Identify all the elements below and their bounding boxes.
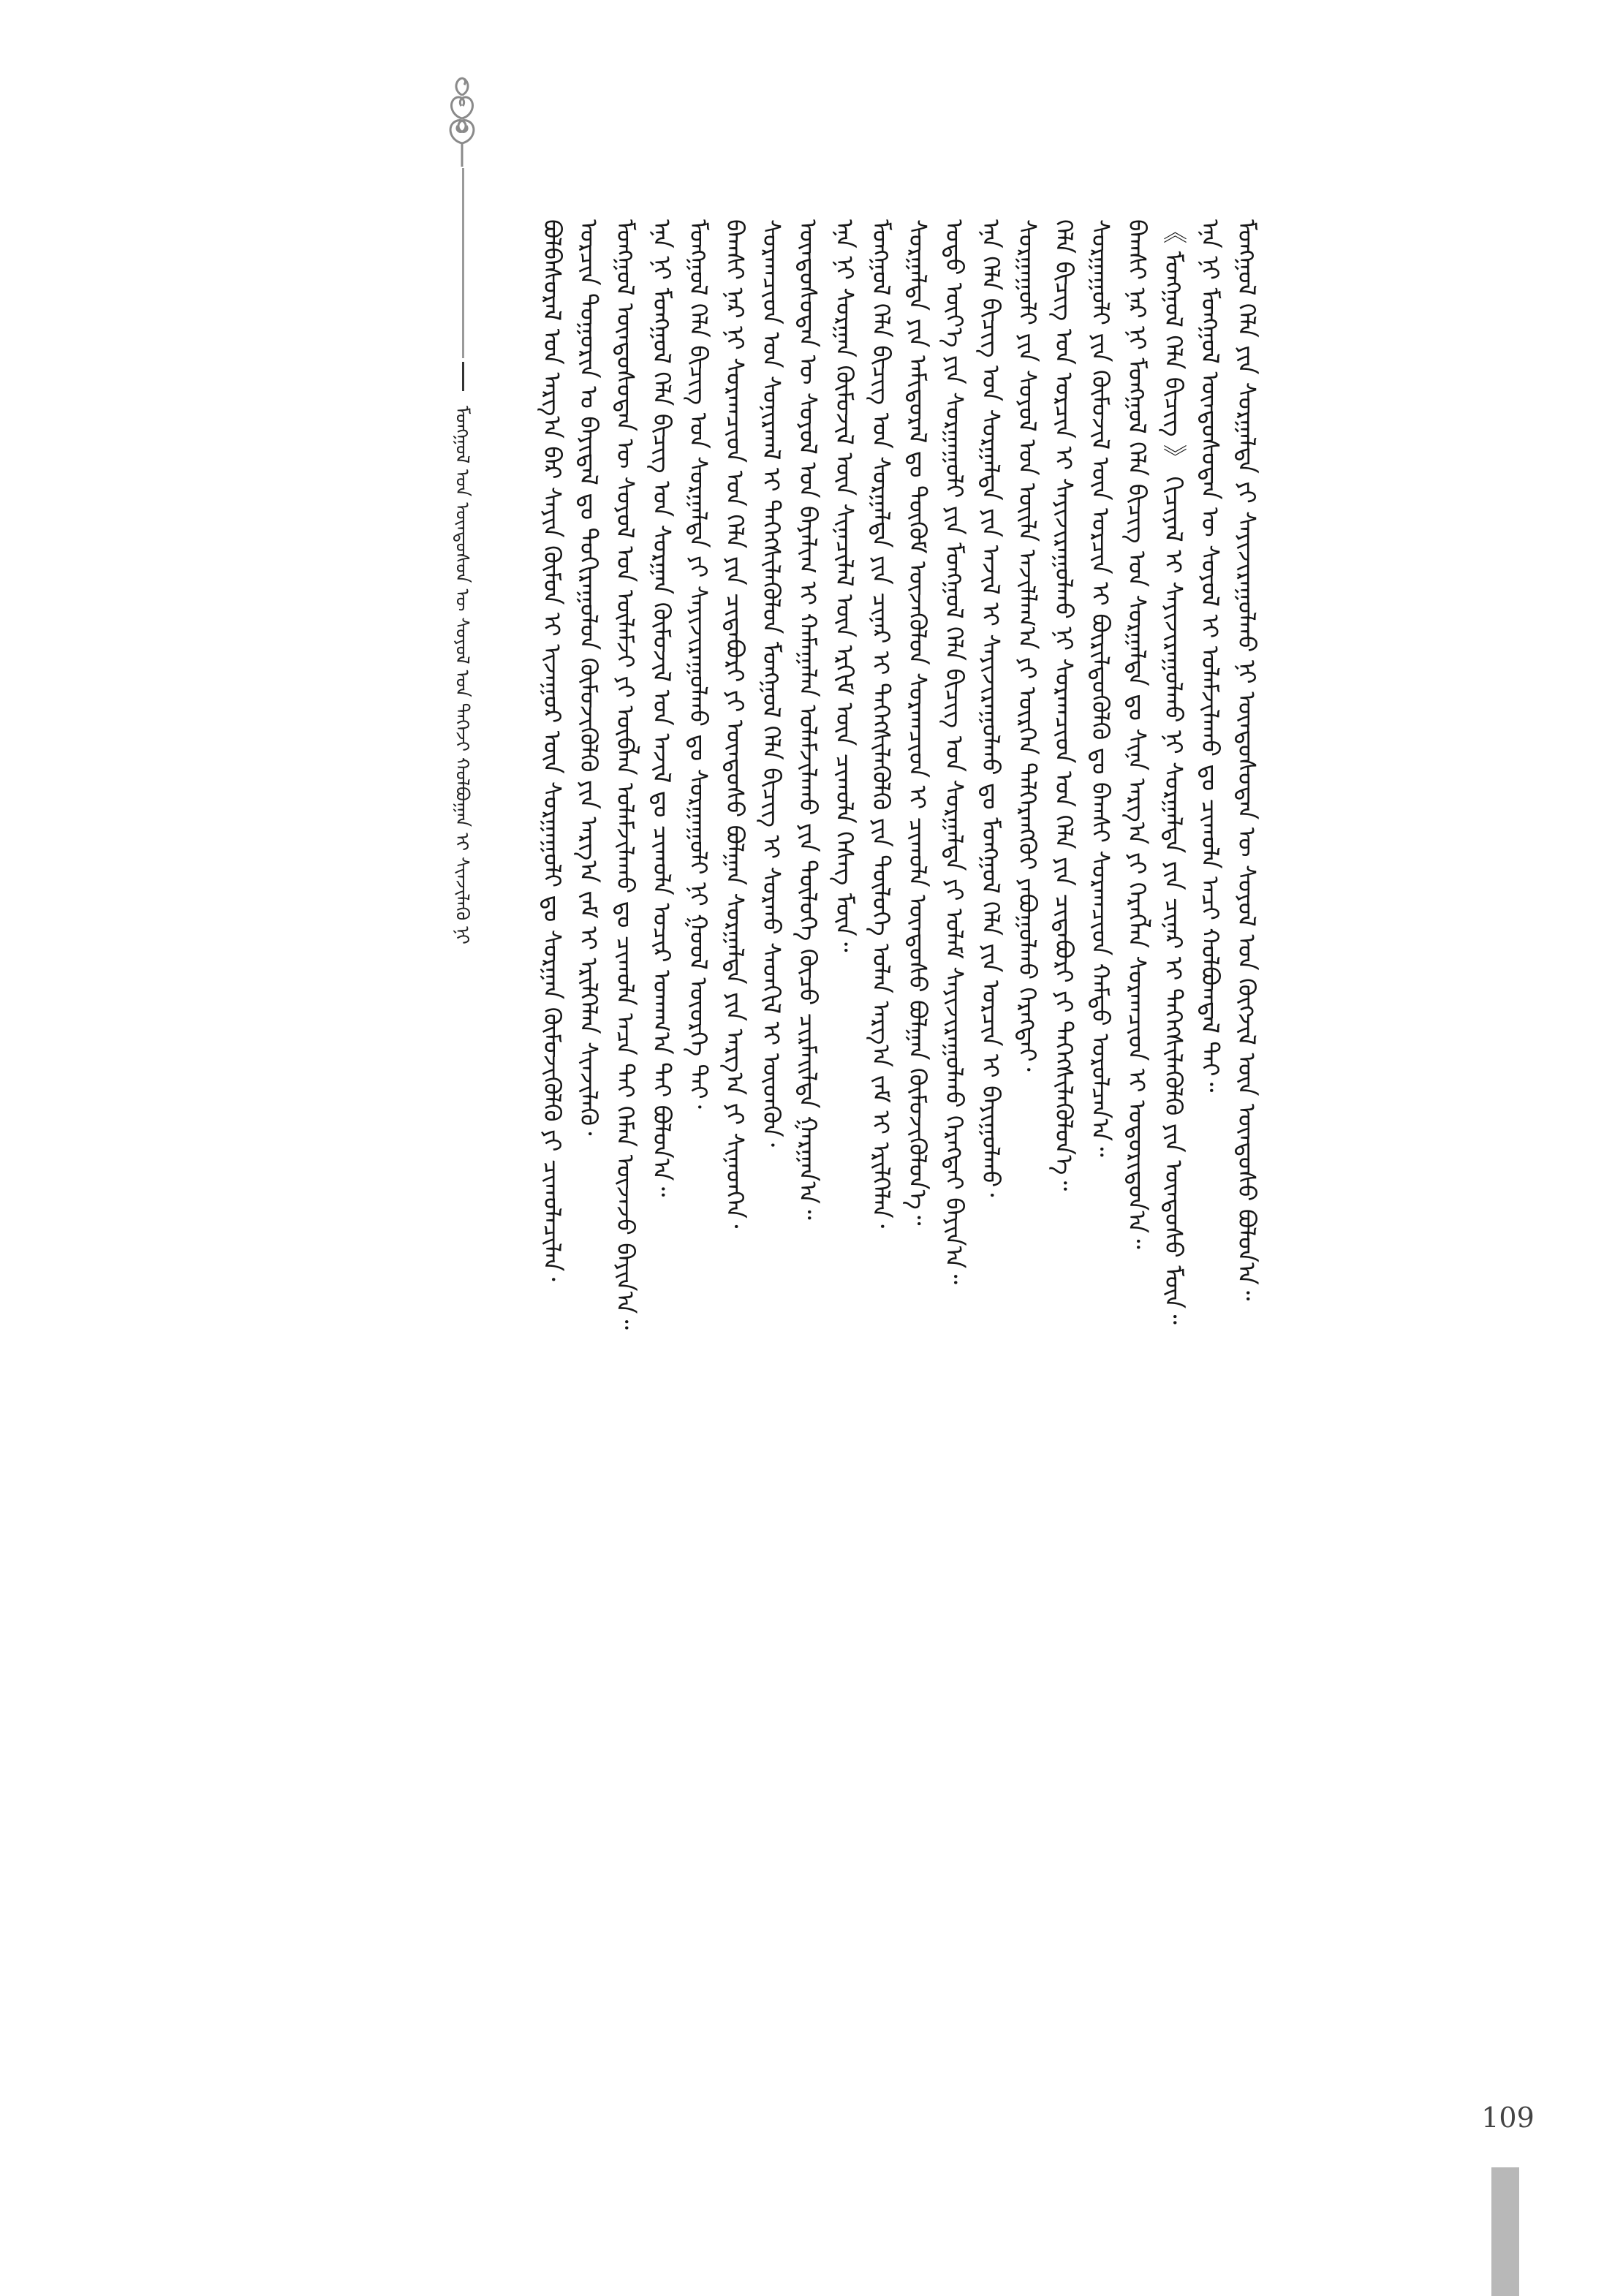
body-text: [534, 219, 1557, 2208]
text-line: ᠣᠳᠣ ᠦᠶ᠎ᠡ ᠶᠢᠨ ᠰᠤᠷᠭᠠᠭᠤᠯᠢ ᠶᠢᠨ ᠮᠣᠩᠭᠣᠯ ᠬᠡᠯᠡ ᠪᠢᠴᠢᠭ ᠤᠨ ᠰᠤᠷᠭᠠᠯᠲᠠ ᠶᠢ ᠤᠯᠠᠮ ᠰᠠᠶᠢᠵᠢᠷᠠᠭᠤᠯᠬᠤ ᠬᠡᠷᠡᠭᠲᠡᠢ ᠪᠠᠶᠢᠨ᠎ᠠ᠃: [940, 219, 969, 1284]
paragraph-2: [972, 219, 1228, 2208]
header-rule: [462, 168, 464, 358]
paragraph-3: [1228, 219, 1265, 2208]
header-rule-dash: [462, 362, 464, 391]
text-line: ᠡᠨᠡ ᠨᠢ ᠮᠣᠩᠭᠣᠯ ᠬᠡᠯᠡ ᠪᠢᠴᠢᠭ ᠤᠨ ᠰᠤᠷᠭᠠᠨ ᠬᠦᠮᠦᠵᠢᠯ ᠤᠨ ᠠᠵᠢᠯ ᠳᠤ ᠴᠢᠬᠤᠯᠠ ᠤᠴᠢᠷ ᠤᠬᠠᠭ᠎ᠠ ᠲᠠᠢ ᠪᠣᠯᠤᠨ᠎ᠠ᠃: [648, 219, 676, 1197]
running-header: [428, 73, 479, 994]
text-line: ᠰᠤᠷᠠᠭᠴᠢᠳ ᠤᠨ ᠰᠣᠨᠢᠷᠬᠠᠯ ᠢ ᠳᠡᠭᠡᠭᠰᠢᠯᠡᠭᠦᠯᠦᠨ ᠮᠣᠩᠭᠣᠯ ᠬᠡᠯᠡ ᠪᠢᠴᠢᠭ ᠢ ᠰᠤᠷᠬᠤ ᠰᠡᠳᠬᠢᠯ ᠢ ᠥᠳᠬᠦᠨ᠂: [757, 219, 786, 1147]
text-line: ᠦᠨᠳᠦᠰᠦᠲᠡᠨ ᠦ ᠰᠤᠶᠤᠯ ᠤᠨ ᠪᠠᠶᠠᠯᠢᠭ ᠢ ᠬᠠᠮᠠᠭᠠᠯᠠᠨ ᠤᠯᠠᠮᠵᠢᠯᠠᠬᠤ ᠶᠢᠨ ᠲᠥᠯᠦᠭᠡ ᠬᠦᠴᠦ ᠴᠢᠷᠮᠠᠢᠯᠲᠠ ᠭᠠᠷᠭᠠᠨ᠎ᠠ᠃: [794, 219, 822, 1220]
text-line: ᠡᠨᠡ ᠬᠡᠯᠡ ᠪᠢᠴᠢᠭ ᠤᠨ ᠰᠤᠷᠭᠠᠯᠲᠠ ᠶᠢᠨ ᠠᠵᠢᠯ ᠢ ᠰᠠᠶᠢᠵᠢᠷᠠᠭᠤᠯᠬᠤ ᠳᠤ ᠮᠣᠩᠭᠣᠯ ᠬᠡᠯᠡ ᠶᠢᠨ ᠣᠷᠴᠢᠨ ᠢ ᠪᠠᠶᠢᠭᠤᠯᠬᠤ᠂: [977, 219, 1005, 1197]
page-number: 109: [1481, 2102, 1535, 2134]
text-line: ᠡᠨᠡ ᠨᠢ ᠰᠤᠷᠭᠠᠨ ᠬᠦᠮᠦᠵᠢᠯ ᠦᠨ ᠰᠢᠨᠡᠴᠢᠯᠡᠯ ᠦᠨ ᠡᠷᠭᠢᠮ ᠦᠨ ᠴᠢᠬᠤᠯᠠ ᠬᠡᠰᠡᠭ ᠮᠥᠨ᠃: [831, 219, 859, 952]
paragraph-1: [534, 219, 972, 2208]
text-line: ᠮᠣᠩᠭᠣᠯ ᠬᠡᠯᠡ ᠪᠢᠴᠢᠭ ᠤᠨ ᠰᠤᠷᠭᠠᠯᠲᠠ ᠶᠢᠨ ᠴᠢᠨᠠᠷ ᠢ ᠳᠡᠭᠡᠭᠰᠢᠯᠡᠭᠦᠯᠬᠦ ᠶᠢᠨ ᠲᠥᠯᠦᠭᠡ ᠣᠯᠠᠨ ᠠᠷᠭ᠎ᠠ ᠵᠠᠮ ᠢ ᠡᠷᠢᠯᠬᠡᠯᠡᠨ᠂: [867, 219, 896, 1229]
text-line: 《 ᠮᠣᠩᠭᠣᠯ ᠬᠡᠯᠡ ᠪᠢᠴᠢᠭ 》 ᠬᠢᠴᠢᠶᠡᠯ ᠢ ᠰᠠᠶᠢᠵᠢᠷᠠᠭᠤᠯᠬᠤ ᠨᠢ ᠰᠤᠷᠭᠠᠯᠲᠠ ᠶᠢᠨ ᠴᠢᠨᠠᠷ ᠢ ᠳᠡᠭᠡᠭᠰᠢᠯᠡᠭᠦᠯᠬᠦ ᠶᠢᠨ ᠦᠨᠳᠦᠰᠦ ᠮᠥᠨ᠃: [1159, 219, 1188, 1325]
text-line: ᠰᠤᠷᠭᠠᠯᠲᠠ ᠶᠢᠨ ᠠᠮᠢᠳᠤᠷᠠᠯ ᠳᠤ ᠳᠦᠬᠦᠮ ᠦᠵᠡᠭᠦᠯᠦᠨ ᠰᠤᠷᠠᠭᠴᠢᠳ ᠢ ᠴᠢᠬᠤᠯᠠ ᠦᠨᠳᠦᠰᠦ ᠪᠣᠯᠭᠠᠨ ᠬᠦᠮᠦᠵᠢᠭᠦᠯᠦᠨ᠎ᠡ᠃: [904, 219, 932, 1226]
page-edge-tab: [1491, 2167, 1519, 2296]
running-title: ᠮᠣᠩᠭᠣᠯ ᠤᠨ ᠦᠨᠳᠦᠰᠦᠨ ᠦ ᠰᠤᠶᠤᠯ ᠤᠨ ᠳᠡᠭᠡᠵᠢ ᠬᠣᠯᠪᠣᠭᠠᠨ ᠢ ᠰᠢᠨᠵᠢᠯᠡᠭᠦ ᠨᠢ: [452, 406, 473, 944]
text-line: ᠰᠤᠷᠭᠠᠭᠤᠯᠢ ᠶᠢᠨ ᠰᠤᠶᠤᠯ ᠤᠨ ᠦᠢᠯᠡ ᠠᠵᠢᠯᠯᠠᠭ᠎ᠠ ᠶᠢ ᠥᠷᠭᠡᠨ ᠳᠡᠯᠭᠡᠷᠡᠩᠭᠦᠢ ᠶᠠᠪᠤᠭᠤᠯᠬᠤ ᠬᠡᠷᠡᠭᠲᠡᠢ᠂: [1013, 219, 1042, 1072]
text-line: ᠮᠣᠩᠭᠣᠯ ᠦᠨᠳᠦᠰᠦᠲᠡᠨ ᠦ ᠰᠤᠶᠤᠯ ᠤᠨ ᠦᠯᠡᠮᠵᠢ ᠶᠢ ᠥᠪᠯᠡᠨ ᠤᠯᠠᠮᠵᠢᠯᠠᠬᠤ ᠳᠤ ᠴᠢᠬᠤᠯᠠ ᠠᠴᠠ ᠲᠠᠢ ᠬᠡᠮᠡᠨ ᠦᠵᠡᠵᠦ ᠪᠠᠶᠢᠨ᠎ᠠ᠃: [611, 219, 640, 1330]
scroll-ornament-icon: [442, 73, 483, 168]
text-line: ᠪᠣᠯᠪᠠᠰᠤᠷᠠᠯ ᠤᠨ ᠠᠷᠭ᠎ᠠ ᠪᠠᠷ ᠰᠠᠶᠢᠨ ᠬᠦᠮᠦᠨ ᠢ ᠢᠵᠠᠭᠤᠷ ᠦᠨ ᠰᠤᠷᠭᠠᠭᠤᠯᠢ ᠳᠤ ᠰᠤᠷᠭᠠᠨ ᠬᠦᠮᠦᠵᠢᠭᠦᠯᠬᠦ ᠶᠢ ᠴᠢᠬᠤᠯᠠᠴᠢᠯᠠᠨ᠂: [538, 219, 567, 1281]
text-line: ᠰᠤᠷᠭᠠᠭᠤᠯᠢ ᠶᠢᠨ ᠬᠦᠮᠦᠵᠢᠯ ᠦᠨ ᠣᠷᠴᠢᠨ ᠢ ᠪᠦᠷᠢᠯᠳᠦᠭᠦᠯᠬᠦ ᠳᠤ ᠪᠠᠭᠰᠢ ᠰᠤᠷᠠᠭᠴᠢᠳ ᠬᠠᠮᠲᠤ ᠣᠷᠣᠯᠴᠠᠨ᠎ᠠ᠃: [1086, 219, 1115, 1157]
text-line: ᠣᠷᠴᠢᠨ ᠲᠣᠭᠣᠷᠢᠨ ᠤ ᠪᠠᠶᠢᠳᠠᠯ ᠳᠤ ᠲᠣᠬᠢᠷᠠᠭᠤᠯᠤᠨ ᠬᠦᠮᠦᠵᠢᠭᠦᠯᠬᠦ ᠶᠢᠨ ᠠᠷᠭ᠎ᠠ ᠵᠠᠮ ᠢ ᠡᠷᠢᠯᠬᠡᠯᠡᠨ ᠰᠢᠨᠵᠢᠯᠡᠬᠦ᠂: [575, 219, 603, 1136]
text-line: ᠡᠨᠡ ᠨᠢ ᠮᠣᠩᠭᠣᠯ ᠦᠨᠳᠦᠰᠦᠲᠡᠨ ᠦ ᠰᠤᠶᠤᠯ ᠢ ᠤᠯᠠᠮᠵᠢᠯᠠᠬᠤ ᠳᠤ ᠴᠢᠬᠤᠯᠠ ᠠᠴᠢ ᠬᠣᠯᠪᠣᠭᠳᠠᠯ ᠲᠠᠢ᠃: [1196, 219, 1225, 1093]
text-line: ᠪᠠᠭᠰᠢ ᠨᠠᠷ ᠨᠢ ᠮᠣᠩᠭᠣᠯ ᠬᠡᠯᠡ ᠪᠢᠴᠢᠭ ᠤᠨ ᠰᠤᠷᠭᠠᠯᠲᠠ ᠳᠤ ᠰᠢᠨᠡ ᠠᠷᠭ᠎ᠠ ᠶᠢ ᠬᠡᠷᠡᠭᠯᠡᠨ ᠰᠤᠷᠠᠭᠴᠢᠳ ᠢ ᠤᠳᠤᠷᠢᠳᠤᠨ᠎ᠠ᠃: [1123, 219, 1151, 1249]
text-line: ᠮᠣᠩᠭᠣᠯ ᠬᠡᠯᠡ ᠪᠢᠴᠢᠭ ᠤᠨ ᠰᠤᠷᠭᠠᠯᠲᠠ ᠶᠢ ᠰᠠᠶᠢᠵᠢᠷᠠᠭᠤᠯᠬᠤ ᠳᠤ ᠰᠤᠷᠭᠠᠭᠤᠯᠢ ᠨᠢ ᠭᠣᠣᠯ ᠦᠦᠷᠭᠡ ᠲᠠᠢ᠂: [684, 219, 713, 1109]
text-line: ᠬᠡᠯᠡ ᠪᠢᠴᠢᠭ ᠤᠨ ᠣᠷᠴᠢᠨ ᠢ ᠰᠠᠶᠢᠵᠢᠷᠠᠭᠤᠯᠬᠤ ᠨᠢ ᠰᠤᠷᠠᠭᠴᠢᠳ ᠤᠨ ᠬᠡᠯᠡ ᠶᠢᠨ ᠴᠢᠳᠠᠪᠤᠷᠢ ᠶᠢ ᠳᠡᠭᠡᠭᠰᠢᠯᠡᠭᠦᠯᠦᠨ᠎ᠡ᠃: [1050, 219, 1078, 1191]
text-line: ᠮᠣᠩᠭᠣᠯ ᠬᠡᠯᠡ ᠶᠢᠨ ᠰᠤᠷᠭᠠᠯᠲᠠ ᠶᠢ ᠰᠠᠶᠢᠵᠢᠷᠠᠭᠤᠯᠬᠤ ᠨᠢ ᠦᠨᠳᠦᠰᠦᠲᠡᠨ ᠦ ᠰᠤᠶᠤᠯ ᠤᠨ ᠬᠥᠭᠵᠢᠯ ᠦᠨ ᠦᠨᠳᠦᠰᠦ ᠪᠣᠯᠤᠨ᠎ᠠ᠃: [1233, 219, 1261, 1301]
text-line: ᠪᠠᠭᠰᠢ ᠨᠠᠷ ᠨᠢ ᠰᠤᠷᠠᠭᠴᠢᠳ ᠤᠨ ᠬᠡᠯᠡ ᠶᠢᠨ ᠴᠢᠳᠠᠪᠤᠷᠢ ᠶᠢ ᠦᠨᠳᠦᠰᠦ ᠪᠣᠯᠭᠠᠨ ᠰᠤᠷᠭᠠᠯᠲᠠ ᠶᠢᠨ ᠠᠷᠭ᠎ᠠ ᠶᠢ ᠰᠢᠨᠡᠳᠬᠡᠨ᠂: [721, 219, 749, 1229]
